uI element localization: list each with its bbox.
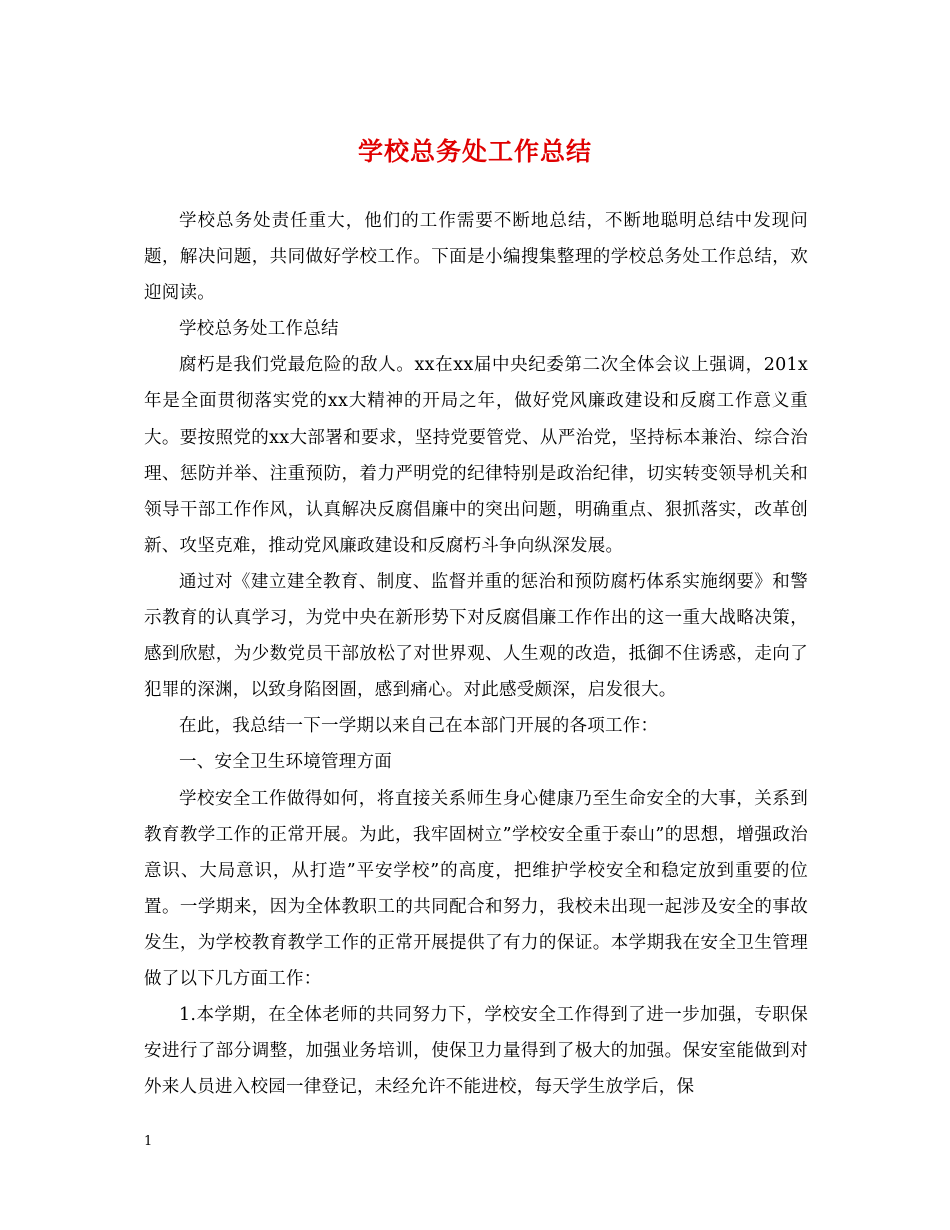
document-body	[144, 203, 808, 1105]
paragraph-intro: 学校总务处责任重大，他们的工作需要不断地总结，不断地聪明总结中发现问题，解决问题，共同做好学校工作。下面是小编搜集整理的学校总务处工作总结，欢迎阅读。	[144, 211, 808, 304]
paragraph-item-1: 1.本学期，在全体老师的共同努力下，学校安全工作得到了进一步加强，专职保安进行了部分调整，加强业务培训，使保卫力量得到了极大的加强。保安室能做到对外来人员进入校园一律登记，未经允许不能进校，每天学生放学后，保	[144, 1005, 808, 1098]
page-number: 1	[144, 1134, 153, 1149]
paragraph-study: 通过对《建立建全教育、制度、监督并重的惩治和预防腐朽体系实施纲要》和警示教育的认真学习，为党中央在新形势下对反腐倡廉工作作出的这一重大战略决策，感到欣慰，为少数党员干部放松了对世界观、人生观的改造，抵御不住诱惑，走向了犯罪的深渊，以致身陷囹圄，感到痛心。对此感受颇深，启发很大。	[144, 571, 808, 701]
document-title: 学校总务处工作总结	[357, 137, 592, 166]
paragraph-corruption: 腐朽是我们党最危险的敌人。xx在xx届中央纪委第二次全体会议上强调，201x年是全面贯彻落实党的xx大精神的开局之年，做好党风廉政建设和反腐工作意义重大。要按照党的xx大部署和要求，坚持党要管党、从严治党，坚持标本兼治、综合治理、惩防并举、注重预防，着力严明党的纪律特别是政治纪律，切实转变领导机关和领导干部工作作风，认真解决反腐倡廉中的突出问题，明确重点、狠抓落实，改革创新、攻坚克难，推动党风廉政建设和反腐朽斗争向纵深发展。	[144, 355, 808, 556]
paragraph-safety: 学校安全工作做得如何，将直接关系师生身心健康乃至生命安全的大事，关系到教育教学工作的正常开展。为此，我牢固树立”学校安全重于泰山”的思想，增强政治意识、大局意识，从打造”平安学校”的高度，把维护学校安全和稳定放到重要的位置。一学期来，因为全体教职工的共同配合和努力，我校未出现一起涉及安全的事故发生，为学校教育教学工作的正常开展提供了有力的保证。本学期我在安全卫生管理做了以下几方面工作：	[144, 788, 808, 989]
section-heading-safety: 一、安全卫生环境管理方面	[179, 752, 392, 773]
paragraph-subtitle: 学校总务处工作总结	[179, 319, 339, 340]
paragraph-summary-intro: 在此，我总结一下一学期以来自己在本部门开展的各项工作：	[179, 716, 659, 737]
